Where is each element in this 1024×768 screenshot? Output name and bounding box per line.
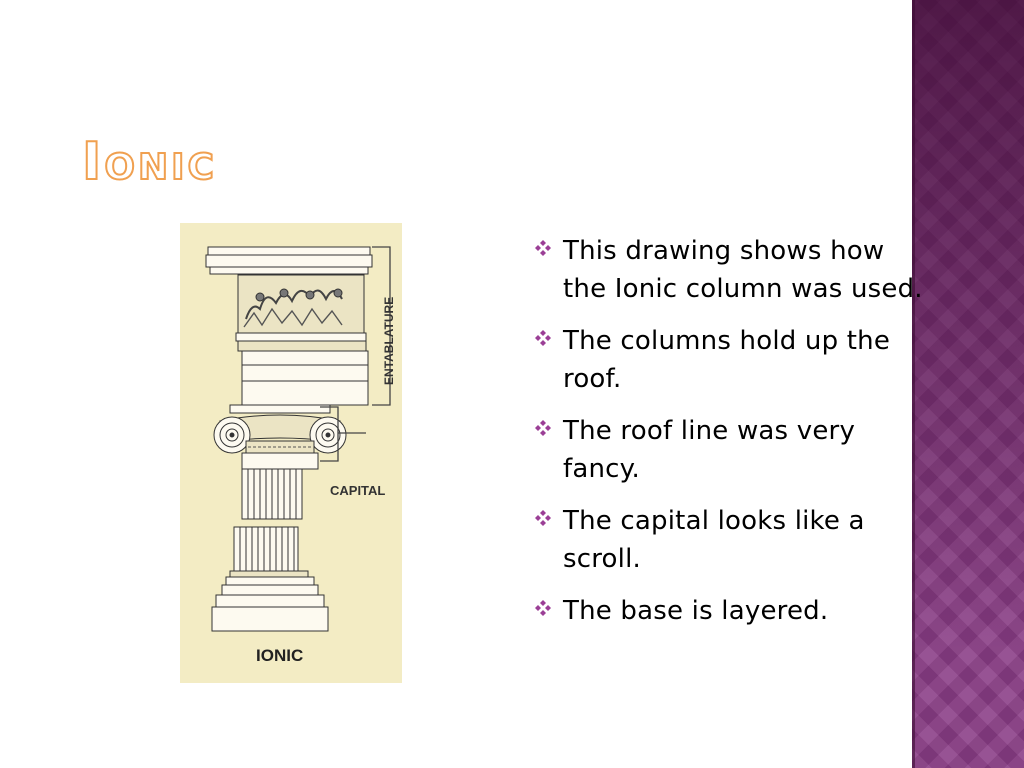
bullet-text: The roof line was very fancy. bbox=[563, 416, 856, 484]
capital-drawing bbox=[214, 405, 346, 469]
ionic-column-diagram bbox=[180, 223, 402, 683]
diamond-bullet-icon bbox=[535, 240, 551, 256]
column-shaft-lower bbox=[234, 527, 298, 571]
diamond-bullet-icon bbox=[535, 600, 551, 616]
diamond-bullet-icon bbox=[535, 330, 551, 346]
column-base bbox=[212, 571, 328, 631]
entablature-drawing bbox=[206, 247, 372, 405]
bullet-item bbox=[535, 592, 935, 630]
bullet-item bbox=[535, 412, 935, 488]
bullet-text: The columns hold up the roof. bbox=[563, 326, 891, 394]
bullet-list bbox=[535, 232, 935, 644]
figure-caption: IONIC bbox=[256, 646, 304, 665]
diamond-bullet-icon bbox=[535, 510, 551, 526]
bullet-item bbox=[535, 232, 935, 308]
slide-title: Ionic bbox=[82, 132, 217, 192]
bullet-text: The base is layered. bbox=[563, 596, 829, 626]
column-shaft-upper bbox=[242, 469, 302, 519]
bullet-text: This drawing shows how the Ionic column was used. bbox=[563, 236, 923, 304]
bullet-text: The capital looks like a scroll. bbox=[563, 506, 865, 574]
capital-label: CAPITAL bbox=[330, 483, 386, 498]
entablature-label: ENTABLATURE bbox=[382, 296, 396, 385]
bullet-item bbox=[535, 502, 935, 578]
diamond-bullet-icon bbox=[535, 420, 551, 436]
bullet-item bbox=[535, 322, 935, 398]
